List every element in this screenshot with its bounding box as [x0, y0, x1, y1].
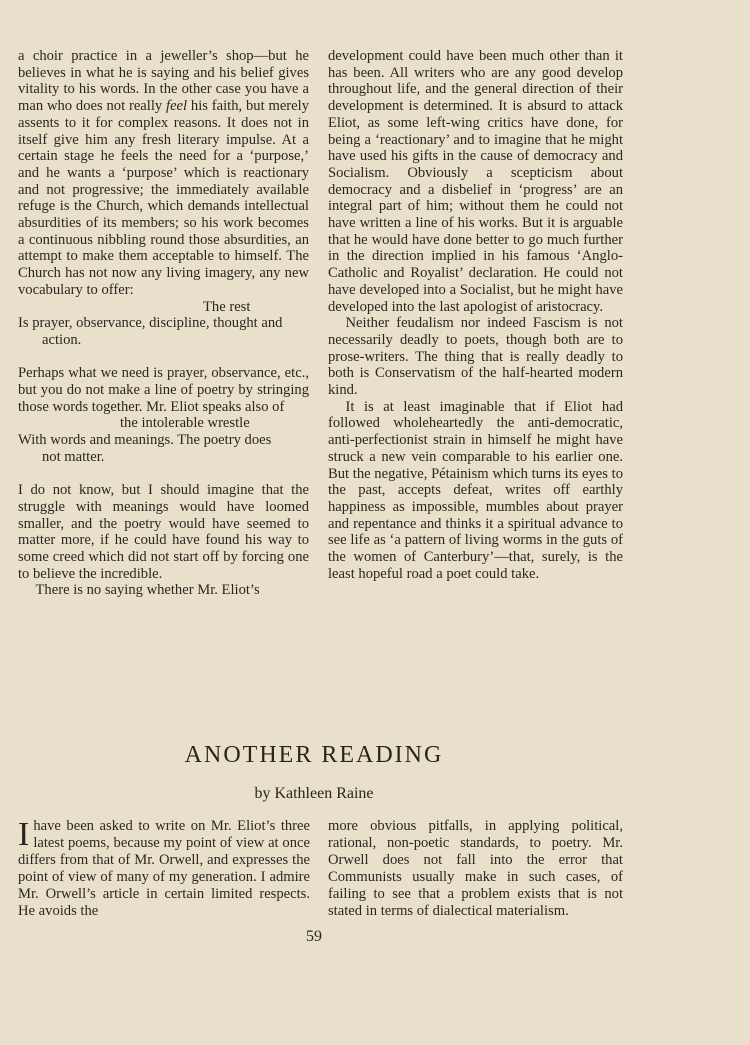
verse-1-line-2: Is prayer, observance, discipline, thought and — [18, 315, 283, 332]
article-para-1 — [18, 818, 310, 920]
article-left-text: have been asked to write on Mr. Eliot’s three latest poems, because my point of view at once differs from that of Mr. Orwell, and expresses the point of view of many of my generation. I admire Mr. Orwell’s article in certain limited respects. He avoids the — [18, 818, 310, 919]
emphasis-feel: feel — [166, 98, 188, 115]
left-para-4: There is no saying whether Mr. Eliot’s — [35, 582, 260, 599]
verse-2-line-1: the intolerable wrestle — [120, 415, 250, 432]
verse-1-line-3: action. — [42, 331, 82, 348]
verse-quote-2 — [18, 415, 309, 465]
article-para-right: more obvious pitfalls, in applying political, rational, non-poetic standards, to poetry. Mr. Orwell does not fall into the error that Communists usually make in such cases, of failing to see that a problem exists that is not stated in terms of dialectical materialism. — [328, 818, 623, 919]
drop-cap: I — [18, 816, 30, 853]
left-para-1 — [18, 48, 309, 299]
verse-quote-1 — [18, 299, 309, 349]
verse-2-line-2: With words and meanings. The poetry does — [18, 432, 272, 449]
left-column — [18, 48, 309, 599]
right-para-1: development could have been much other than it has been. All writers who are any good develop throughout life, and the general direction of their development is determined. It is absurd to attack Eliot, as some left-wing critics have done, for being a ‘reactionary’ and to imagine that he might have used his gifts in the cause of democracy and Socialism. Obviously a scepticism about democracy and a disbelief in ‘progress’ are an integral part of him; without them he could not have written a line of his works. But it is arguable that he would have done better to go much further in the direction implied in his famous ‘Anglo-Catholic and Royalist’ declaration. He could not have developed into a Socialist, but he might have developed into the last apologist of aristocracy. — [328, 48, 623, 315]
right-para-2: Neither feudalism nor indeed Fascism is not necessarily deadly to poets, though both are to prose-writers. The thing that is really deadly to both is Conservatism of the half-hearted modern kind. — [328, 315, 623, 399]
verse-1-line-1: The rest — [203, 298, 251, 315]
verse-2-line-3: not matter. — [42, 448, 105, 465]
page-number: 59 — [306, 928, 322, 945]
article-title: ANOTHER READING — [184, 742, 444, 768]
right-para-3: It is at least imaginable that if Eliot had followed wholeheartedly the anti-democratic, anti-perfectionist strain in himself he might have struck a new vein comparable to his earlier one. But the negative, Pétainism which turns its eyes to the past, accepts defeat, writes off earthly happiness as impossible, mumbles about prayer and repentance and thinks it a spiritual advance to see life as ‘a pattern of living worms in the guts of the women of Canterbury’—that, surely, is the least hopeful road a poet could take. — [328, 398, 623, 582]
left-para-1-rest: his faith, but merely assents to it for complex reasons. It does not in itself give him any fresh literary impulse. At a certain stage he feels the need for a ‘purpose,’ and he wants a ‘purpose’ which is reactionary and not progressive; the immediately available refuge is the Church, which demands intellectual absurdities of its members; so his work becomes a continuous nibbling round those absurdities, an attempt to make them acceptable to himself. The Church has not now any living imagery, any new vocabulary to offer: — [18, 98, 309, 298]
left-para-3: I do not know, but I should imagine that the struggle with meanings would have loomed smaller, and the poetry would have seemed to matter more, if he could have found his way to some creed which did not start off by forcing one to believe the incredible. — [18, 482, 309, 582]
article-right-column — [328, 818, 623, 920]
article-byline: by Kathleen Raine — [254, 785, 374, 802]
left-para-2: Perhaps what we need is prayer, observance, etc., but you do not make a line of poetry by stringing those words together. Mr. Eliot speaks also of — [18, 365, 309, 415]
right-column — [328, 48, 623, 583]
left-para-1-text: a choir practice in a jeweller’s shop—but he believes in what he is saying and his belief gives vitality to his words. In the other case you have a man who does not really — [18, 48, 309, 115]
article-left-column — [18, 818, 310, 920]
